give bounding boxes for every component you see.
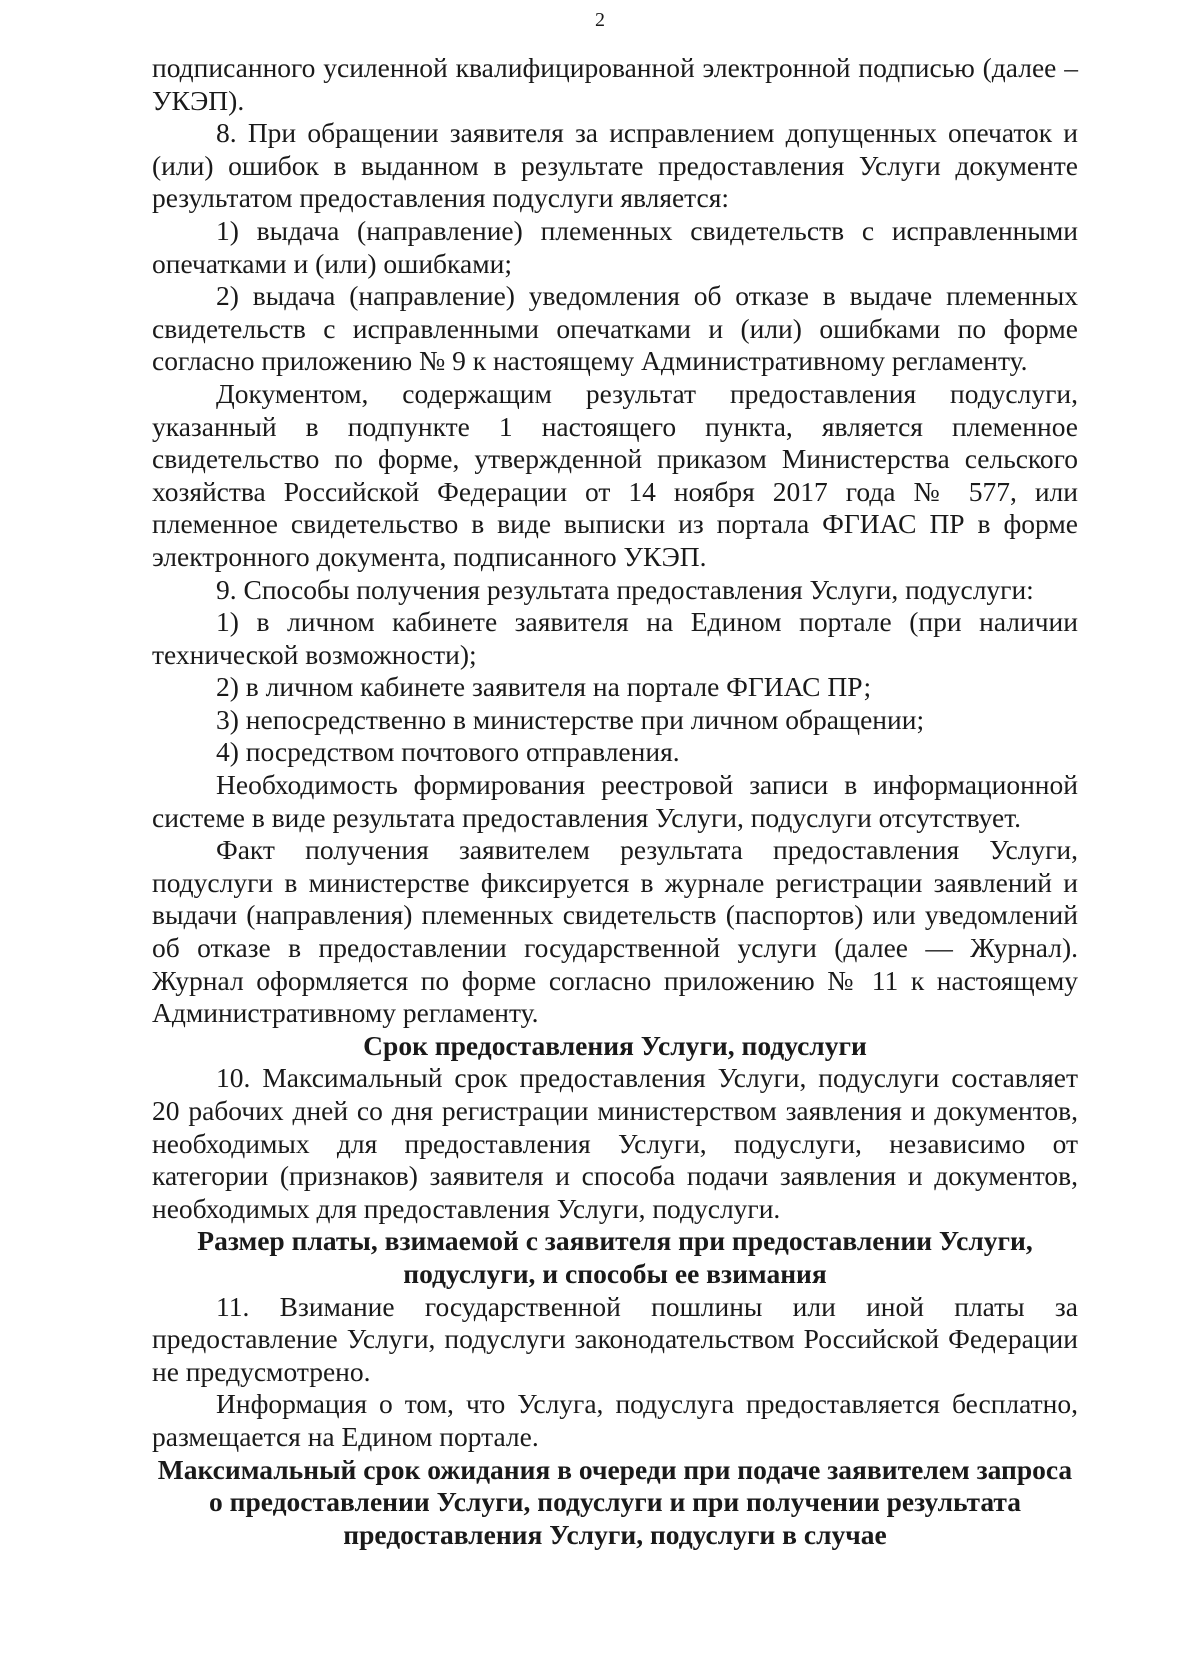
paragraph-subitem-1: 1) выдача (направление) племенных свидетельств с исправленными опечатками и (или) ошибками; — [152, 214, 1078, 279]
paragraph-method-3: 3) непосредственно в министерстве при личном обращении; — [216, 703, 925, 735]
paragraph-method-1: 1) в личном кабинете заявителя на Едином портале (при наличии технической возможности); — [152, 606, 1078, 670]
paragraph-journal: Факт получения заявителем результата предоставления Услуги, подуслуги в министерстве фиксируется в журнале регистрации заявлений и выдачи (направления) племенных свидетельств (паспортов) или уведомлений об отказе в предоставлении государственной услуги (далее — Журнал). Журнал оформляется по форме согласно приложению № 11 к настоящему Административному регламенту. — [152, 834, 1078, 1029]
document-body — [152, 52, 1078, 1551]
paragraph-item-9: 9. Способы получения результата предоставления Услуги, подуслуги: — [216, 573, 1034, 605]
paragraph-item-11: 11. Взимание государственной пошлины или иной платы за предоставление Услуги, подуслуги законодательством Российской Федерации не предусмотрено. — [152, 1290, 1078, 1387]
paragraph-item-10: 10. Максимальный срок предоставления Услуги, подуслуги составляет 20 рабочих дней со дня регистрации министерством заявления и документов, необходимых для предоставления Услуги, подуслуги, независимо от категории (признаков) заявителя и способа подачи заявления и документов, необходимых для предоставления Услуги, подуслуги. — [152, 1062, 1078, 1224]
paragraph-item-8: 8. При обращении заявителя за исправлением допущенных опечаток и (или) ошибок в выданном в результате предоставления Услуги документе результатом предоставления подуслуги является: — [152, 117, 1078, 214]
paragraph-registry-record: Необходимость формирования реестровой записи в информационной системе в виде результата предоставления Услуги, подуслуги отсутствует. — [152, 769, 1078, 833]
paragraph-document-result: Документом, содержащим результат предоставления подуслуги, указанный в подпункте 1 настоящего пункта, является племенное свидетельство по форме, утвержденной приказом Министерства сельского хозяйства Российской Федерации от 14 ноября 2017 года № 577, или племенное свидетельство в виде выписки из портала ФГИАС ПР в форме электронного документа, подписанного УКЭП. — [152, 377, 1078, 572]
paragraph-subitem-2: 2) выдача (направление) уведомления об отказе в выдаче племенных свидетельств с исправленными опечатками и (или) ошибками по форме согласно приложению № 9 к настоящему Административному регламенту. — [152, 280, 1078, 377]
page-number: 2 — [595, 9, 605, 31]
paragraph-continuation: подписанного усиленной квалифицированной электронной подписью (далее – УКЭП). — [152, 52, 1078, 116]
section-heading-term: Срок предоставления Услуги, подуслуги — [363, 1029, 867, 1061]
section-heading-queue: Максимальный срок ожидания в очереди при подаче заявителем запроса о предоставлении Услуги, подуслуги и при получении результата предоставления Услуги, подуслуги в случае — [157, 1453, 1073, 1550]
paragraph-method-2: 2) в личном кабинете заявителя на портале ФГИАС ПР; — [216, 671, 872, 703]
section-heading-fee: Размер платы, взимаемой с заявителя при предоставлении Услуги, подуслуги, и способы ее взимания — [197, 1225, 1033, 1289]
paragraph-free-info: Информация о том, что Услуга, подуслуга предоставляется бесплатно, размещается на Едином портале. — [152, 1388, 1078, 1452]
paragraph-method-4: 4) посредством почтового отправления. — [216, 736, 680, 768]
